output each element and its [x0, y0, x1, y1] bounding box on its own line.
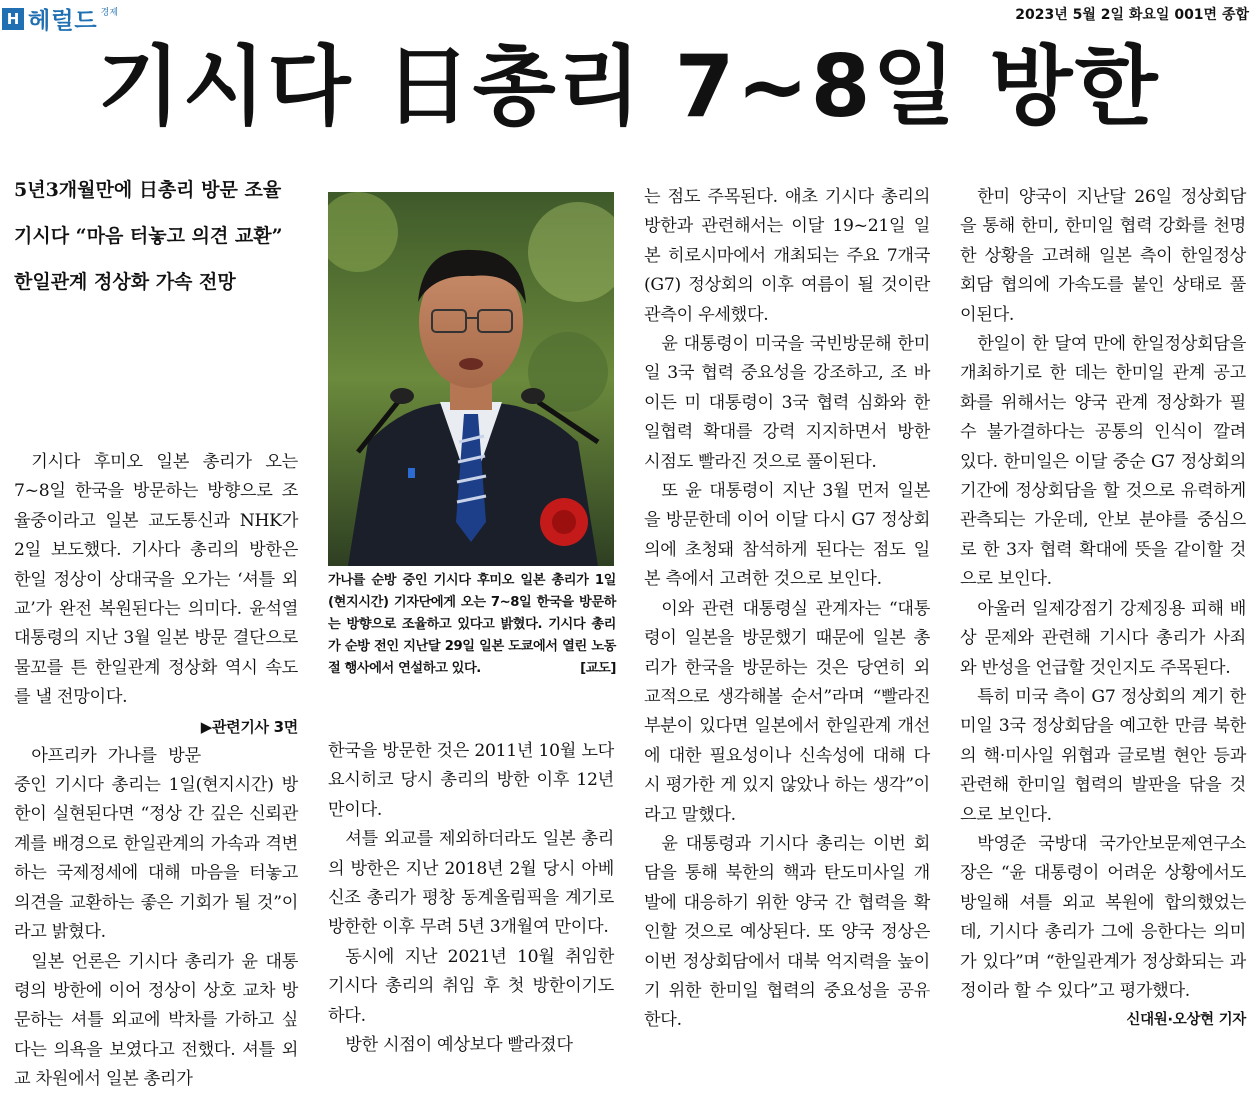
logo-sub: 경제 [100, 8, 119, 18]
paragraph: 아프리카 가나를 방문중인 기시다 총리는 1일(현지시간) 방한이 실현된다면 “정상 간 깊은 신뢰관계를 배경으로 한일관계의 가속과 격변하는 국제정세에 대해 마음을 터놓고 의견을 교환하는 좋은 기회가 될 것”이라고 밝혔다. [14, 745, 298, 943]
logo-name: 헤럴드 [28, 8, 98, 34]
masthead [0, 0, 1257, 34]
news-photo [328, 192, 614, 566]
logo-mark-icon: H [2, 8, 24, 30]
paragraph: 박영준 국방대 국가안보문제연구소장은 “윤 대통령이 어려운 상황에서도 방일해 셔틀 외교 복원에 합의했었는데, 기시다 총리가 그에 응한다는 의미가 있다”며 “한일관계가 정상화되는 과정이라 할 수 있다”고 평가했다. [960, 833, 1246, 1001]
headline: 기시다 日총리 7~8일 방한 [97, 37, 1160, 137]
article-column-4 [960, 183, 1246, 1036]
speaker-photo [328, 192, 614, 566]
article-column-2 [328, 737, 614, 1060]
related-article-link[interactable]: ▶관련기사 3면 [200, 717, 298, 736]
article-column-3 [644, 183, 930, 1036]
paragraph: 동시에 지난 2021년 10월 취임한 기시다 총리의 취임 후 첫 방한이기도 하다. [328, 946, 614, 1026]
paragraph: 한국을 방문한 것은 2011년 10월 노다 요시히코 당시 총리의 방한 이후 12년만이다. [328, 741, 614, 820]
paragraph: 또 윤 대통령이 지난 3월 먼저 일본을 방문한데 이어 이달 다시 G7 정상회의에 초청돼 참석하게 된다는 점도 일본 측에서 고려한 것으로 보인다. [644, 481, 930, 590]
paragraph: 기시다 후미오 일본 총리가 오는 7~8일 한국을 방문하는 방향으로 조율중이라고 일본 교도통신과 NHK가 2일 보도했다. 기사다 총리의 방한은 한일 정상이 상대국을 오가는 ‘셔틀 외교’가 완전 복원된다는 의미다. 윤석열 대통령의 지난 3월 일본 방문 결단으로 물꼬를 튼 한일관계 정상화 역시 속도를 낼 전망이다. [14, 452, 298, 708]
paragraph: 윤 대통령이 미국을 국빈방문해 한미일 3국 협력 중요성을 강조하고, 조 바이든 미 대통령이 3국 협력 심화와 한일협력 확대를 강력 지지하면서 방한 시점도 빨라진 것으로 풀이된다. [644, 334, 930, 472]
paragraph: 한일이 한 달여 만에 한일정상회담을 개최하기로 한 데는 한미일 관계 공고화를 위해서는 양국 관계 정상화가 필수 불가결하다는 공통의 인식이 깔려 있다. 한미일은 이달 중순 G7 정상회의 기간에 정상회담을 할 것으로 유력하게 관측되는 가운데, 안보 분야를 중심으로 한 3자 협력 확대에 뜻을 같이할 것으로 보인다. [960, 334, 1246, 590]
paragraph: 이와 관련 대통령실 관계자는 “대통령이 일본을 방문했기 때문에 일본 총리가 한국을 방문하는 것은 당연히 외교적으로 생각해볼 순서”라며 “빨라진 부분이 있다면 일본에서 한일관계 개선에 대한 필요성이나 신속성에 대해 다시 평가한 게 있지 않았나 하는 생각”이라고 말했다. [644, 598, 930, 825]
paragraph: 일본 언론은 기시다 총리가 윤 대통령의 방한에 이어 정상이 상호 교차 방문하는 셔틀 외교에 박차를 가하고 싶다는 의욕을 보였다고 전했다. 셔틀 외교 차원에서 일본 총리가 [14, 951, 298, 1090]
photo-credit: [교도] [580, 661, 616, 676]
paragraph: 한미 양국이 지난달 26일 정상회담을 통해 한미, 한미일 협력 강화를 천명한 상황을 고려해 일본 측이 한일정상회담 협의에 가속도를 붙인 상태로 풀이된다. [960, 187, 1246, 325]
subhead: 기시다 “마음 터놓고 의견 교환” [14, 225, 283, 247]
byline: 신대원·오상현 기자 [1126, 1012, 1246, 1029]
related-article-row [14, 713, 298, 742]
photo-caption [328, 570, 616, 680]
subhead: 5년3개월만에 日총리 방문 조율 [14, 179, 282, 201]
newspaper-logo [2, 2, 118, 35]
paragraph: 아울러 일제강점기 강제징용 피해 배상 문제와 관련해 기시다 총리가 사죄와 반성을 언급할 것인지도 주목된다. [960, 598, 1246, 678]
paragraph: 방한 시점이 예상보다 빨라졌다 [345, 1035, 573, 1056]
paragraph: 는 점도 주목된다. 애초 기시다 총리의 방한과 관련해서는 이달 19~21일 일본 히로시마에서 개최되는 주요 7개국(G7) 정상회의 이후 여름이 될 것이란 관측이 우세했다. [644, 187, 930, 325]
subhead: 한일관계 정상화 가속 전망 [14, 271, 236, 293]
dateline: 2023년 5월 2일 화요일 001면 종합 [1015, 7, 1249, 23]
paragraph: 특히 미국 측이 G7 정상회의 계기 한미일 3국 정상회담을 예고한 만큼 북한의 핵·미사일 위협과 글로벌 현안 등과 관련해 한미일 협력의 발판을 닦을 것으로 보인다. [960, 686, 1246, 825]
caption-text: 가나를 순방 중인 기시다 후미오 일본 총리가 1일(현지시간) 기자단에게 오는 7~8일 한국을 방문하는 방향으로 조율하고 있다고 밝혔다. 기시다 총리가 순방 전인 지난달 29일 일본 도쿄에서 열린 노동절 행사에서 연설하고 있다. [328, 573, 616, 676]
article-column-1 [14, 448, 298, 1095]
paragraph: 윤 대통령과 기시다 총리는 이번 회담을 통해 북한의 핵과 탄도미사일 개발에 대응하기 위한 양국 간 협력을 확인할 것으로 예상된다. 또 양국 정상은 이번 정상회담에서 대북 억지력을 높이기 위한 한미일 협력의 중요성을 공유한다. [644, 833, 930, 1031]
subheads [14, 178, 306, 316]
paragraph: 셔틀 외교를 제외하더라도 일본 총리의 방한은 지난 2018년 2월 당시 아베 신조 총리가 평창 동계올림픽을 계기로 방한한 이후 무려 5년 3개월여 만이다. [328, 829, 614, 938]
